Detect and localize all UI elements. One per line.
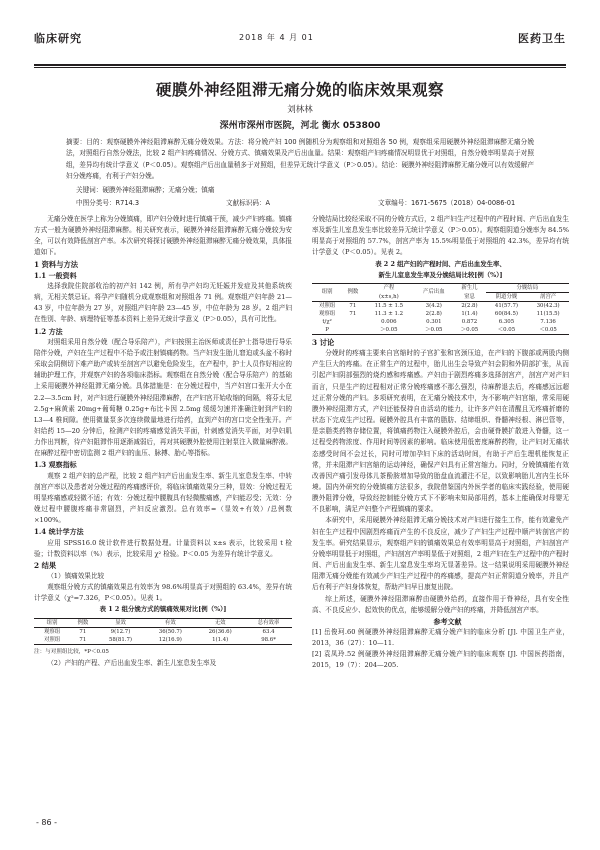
- table-cell: 41(57.7): [494, 302, 518, 309]
- table-cell: ＜0.05: [527, 326, 569, 335]
- intro-paragraph: 无痛分娩在医学上称为分娩镇痛，即产妇分娩时进行镇痛干预，减少产妇疼痛。镇痛方式一般为硬膜外神经阻滞麻醉。相关研究表示，硬膜外神经阻滞麻醉无痛分娩较为安全，可以有效降低剖宫产率。本次研究将探讨硬膜外神经阻滞麻醉无痛分娩效果，具体报道如下。: [34, 215, 292, 257]
- table-2-header-outcome: 分娩结局: [486, 283, 569, 292]
- section-heading-1-1: 1.1 一般资料: [34, 270, 77, 280]
- table-2-header-vaginal: 阴道分娩: [495, 293, 518, 300]
- table-1-note: 注：与对照组比较，*P＜0.05: [34, 648, 109, 655]
- table-cell: 71: [70, 636, 95, 645]
- table-2-header-n: 例数: [342, 283, 363, 301]
- table-cell: 观察组: [319, 310, 336, 317]
- table-2-header-labor: 产程: [363, 283, 414, 292]
- table-row: [312, 310, 569, 318]
- table-cell: 71: [349, 302, 357, 309]
- table-cell: [342, 318, 363, 326]
- table-2-caption-line2: 新生儿室息发生率及分娩结局比较[例（%）]: [378, 270, 503, 279]
- table-1-header: 例数: [70, 618, 95, 627]
- table-2: [312, 283, 569, 335]
- table-cell: 0.301: [426, 318, 442, 325]
- table-2-header-pph: 产后出血: [414, 283, 453, 301]
- section-heading-2: 2 结果: [34, 560, 57, 570]
- table-1-header: 显效: [96, 618, 146, 627]
- table-cell: 36(50.7): [158, 628, 182, 635]
- table-row: [34, 636, 292, 645]
- table-2-header-labor-unit: (x±s,h): [378, 293, 399, 300]
- table-2-caption-line1: 表 2 2 组产妇的产程时间、产后出血发生率、: [375, 259, 506, 268]
- references-heading: 参考文献: [433, 616, 462, 626]
- paragraph-outcomes-start: （2）产妇的产程、产后出血发生率、新生儿室息发生率及: [47, 658, 217, 667]
- table-cell: 11.5 ± 1.5: [374, 302, 404, 309]
- table-row: [312, 301, 569, 310]
- table-cell: 观察组: [43, 628, 61, 635]
- table-cell: 3(4.2): [425, 302, 442, 309]
- paragraph-analgesia: 观察组分娩方式的镇痛效果总有效率为 98.6%明显高于对照组的 63.4%，差异有统计学意义（χ²=7.326，P＜0.05）。见表 1。: [34, 583, 292, 603]
- table-cell: 对照组: [34, 636, 70, 645]
- table-2-header-group: 组别: [312, 283, 342, 301]
- paragraph-indicators: 观察 2 组产妇的总产程，比较 2 组产妇产后出血发生率、新生儿室息发生率、中转剖宫产率以及患者对分娩过程的疼痛感评价，将临床镇痛效果分三种，显效：分娩过程无明显疼痛感或轻微不适；有效：分娩过程中腰腹具有轻微酸痛感，产妇能忍受；无效：分娩过程中腰腹疼痛非常剧烈，产妇反应激烈。总有效率=（显效+有效）/总例数×100%。: [34, 471, 292, 525]
- section-heading-1-4: 1.4 统计学方法: [34, 527, 84, 537]
- table-cell: 26(36.6): [208, 628, 232, 635]
- table-2-header-asphyxia: 窒息: [464, 293, 475, 300]
- running-header: [34, 28, 566, 50]
- reference-item: [2] 袁凤玲.52 例硬膜外神经阻滞麻醉无痛分娩产妇的临床观察 [J]. 中国医药指南，2015，19（7）：204—205.: [312, 650, 569, 670]
- table-row: [312, 318, 569, 326]
- table-2-header-newborn: 新生儿: [453, 283, 485, 292]
- table-cell: 0.872: [461, 318, 478, 325]
- issue-date: 2018 年 4 月 01: [239, 33, 314, 42]
- paragraph-methods: 对照组采用自然分娩（配合导乐陪产），产妇按照主治医师或责任护士指导进行导乐陪伴分娩，产妇在生产过程中不给予或注射镇痛药物。当产妇发生胎儿窘迫或头盆不称时采取会阴侧切下难产助产或转至剖宫产以避免危险发生，在产程中，护士人员作好相应的辅助护理工作，并观察产妇的各项临床指标。观察组在自然分娩（配合导乐陪产）的基础上采用硬膜外神经阻滞无痛分娩。具体措施是：在分娩过程中，当产妇宫口张开大小在 2.2—3.5cm 时，对产妇进行硬膜外神经阻滞麻醉，在产妇宫开始收缩的间隔，将芬太尼 2.5g+麻黄素 20mg+葡萄糖 0.25g+布比卡因 2.5mg 缓缓匀速并准确注射到产妇的 L3—4 椎间隙。使用微量泵多次连续微量地进行给药，直到产妇的宫口完全性张开。产妇给药 15—20 分钟后，检测产妇的疼痛感觉消失平面，针刺感觉消失平面，对孕妇肌力作出判断，待产妇阻滞作用逐渐减弱后，再对其硬膜外腔使用注射泵注入微量麻醉液。在麻醉过程中密切监测 2 组产妇的血压、脉搏、胎心等指标。: [34, 337, 292, 458]
- journal-name: 医药卫生: [518, 32, 566, 45]
- table-cell: 60(84.5): [494, 310, 518, 317]
- table-cell: 7.136: [540, 318, 556, 325]
- table-row: [312, 326, 569, 335]
- article-abstract: 摘要：目的：观察硬膜外神经阻滞麻醉无痛分娩效果。方法：将分娩产妇 100 例随机分为观察组和对照组各 50 例，观察组采用硬膜外神经阻滞麻醉无痛分娩法，对照组行自然分娩法，比较 2 组产妇疼痛情况、分娩方式、镇痛效果及产后出血量。结果：观察组产妇疼痛情况明显优于对照组，自然分娩率明显高于对照组，差异均有统计学意义（P＜0.05）。观察组产后出血量稍多于对照组，但差异无统计学意义（P＞0.05）。结论：硬膜外神经阻滞麻醉无痛分娩可以有效缓解产妇分娩疼痛，有利于产妇分娩。: [66, 138, 534, 180]
- table-cell: P: [312, 326, 342, 335]
- section-label: 临床研究: [34, 32, 82, 45]
- table-cell: [342, 326, 363, 335]
- table-cell: 9(12.7): [110, 628, 131, 635]
- table-1: [34, 618, 292, 645]
- table-row: [34, 627, 292, 636]
- document-code: 文献标识码：A: [226, 199, 271, 207]
- table-cell: t/χ²: [322, 318, 332, 325]
- table-cell: 11.3 ± 1.2: [374, 310, 404, 317]
- article-keywords: 关键词：硬膜外神经阻滞麻醉；无痛分娩；镇痛: [76, 186, 215, 194]
- table-2-header-cesarean: 剖宫产: [540, 293, 557, 300]
- header-rule-thin: [34, 67, 566, 68]
- section-heading-3: 3 讨论: [312, 337, 335, 347]
- subheading-analgesia: （1）镇痛效果比较: [47, 572, 105, 580]
- table-cell: 1(1.4): [461, 310, 478, 317]
- article-author: 刘林林: [287, 105, 313, 115]
- paragraph-discussion-1: 分娩时的疼痛主要来自宫缩时的子宫扩张和宫颈压迫，在产妇的下腹部或两股内侧产生巨大的疼痛。在正常生产的过程中，胎儿出生会导致产妇会阴和外阴部扩张，从而引起产妇阴部强烈的烧灼感和疼痛感。产妇由于剧烈疼痛多选择剖宫产，剖宫产对产妇而言，只是生产的过程相对正常分娩疼痛感不那么强烈，待麻醉退去后，疼痛感远远超过正常分娩的产妇。多项研究表明，在无痛分娩技术中，为不影响产妇宫缩，常采用硬膜外神经阻滞方式，产妇还能保持自由活动的能力，让许多产妇在清醒且无疼痛折磨的状态下完成生产过程。硬膜外腔具有丰富的脂肪、结缔组织、脊髓神经根、淋巴管等，是亲脂类药物存储位置，将镇痛药物注入硬膜外腔后，会由硬脊膜扩散进入脊髓，这一过程受药物浓度、作用时间等因素的影响。临床使用低密度麻醉药物，让产妇对无痛状态感受时间不会过长，同时可增加孕妇下床的活动时间，有助于产后生理机能恢复正常，并未阻滞产妇宫缩的运动神经，确保产妇具有正常宫缩力。同时，分娩镇痛能有效改善因产痛引发母体儿茶酚胺增加导致的胎盘血流灌注不足，以致影响胎儿宫内生长环境。国内外研究的分娩镇痛方法很多，我院借鉴国内外医学者的临床实践经验，使用硬膜外阻滞分娩，导致经控制能分娩方式下不影响未知局部用药，基本上能确保对母婴无不良影响，满足产妇整个产程镇痛的要求。: [312, 349, 569, 514]
- table-1-header: 有效: [145, 618, 195, 627]
- table-cell: 12(16.9): [145, 636, 195, 645]
- section-heading-1-2: 1.2 方法: [34, 326, 63, 336]
- table-cell: 58(81.7): [96, 636, 146, 645]
- table-cell: ＜0.05: [486, 326, 528, 335]
- table-cell: 对照组: [319, 302, 336, 309]
- article-number: 文章编号：1671-5675（2018）04-0086-01: [378, 199, 516, 207]
- table-cell: 71: [349, 310, 357, 317]
- article-title: 硬膜外神经阻滞无痛分娩的临床效果观察: [155, 80, 444, 99]
- table-cell: 6.305: [498, 318, 515, 325]
- table-1-caption: 表 1 2 组分娩方式的镇痛效果对比[例（%）]: [99, 605, 227, 614]
- right-column: [312, 214, 569, 672]
- table-cell: 2(2.8): [425, 310, 442, 317]
- header-rule: [34, 64, 566, 66]
- table-cell: 0.006: [381, 318, 397, 325]
- paragraph-conclusion: 综上所述，硬膜外神经阻滞麻醉由硬膜外给药，直接作用于脊神经，具有安全性高、不良反应少、起效快的优点，能够缓解分娩产妇的疼痛，并降低剖宫产率。: [312, 594, 569, 614]
- table-1-header: 总有效率: [245, 618, 292, 627]
- table-cell: ＞0.05: [363, 326, 414, 335]
- table-cell: 1(1.4): [195, 636, 245, 645]
- table-cell: 63.4: [262, 628, 275, 635]
- page-number: - 86 -: [36, 818, 58, 827]
- section-heading-1-3: 1.3 观察指标: [34, 460, 77, 470]
- section-heading-1: 1 资料与方法: [34, 259, 79, 269]
- article-affiliation: 深州市深州市医院，河北 衡水 053800: [219, 121, 381, 131]
- reference-item: [1] 岳俊珂.60 例硬膜外神经阻滞麻醉无痛分娩产妇的临床分析 [J]. 中国卫生产业，2013，36（27）：10—11.: [312, 628, 569, 648]
- paragraph-outcomes-cont: 分娩结局比较经采取不同的分娩方式后，2 组产妇生产过程中的产程时间、产后出血发生率及新生儿室息发生率比较差异无统计学意义（P＞0.05）。观察组阴道分娩率为 84.5%明显高于对照组的 57.7%，剖宫产率为 15.5%明显低于对照组的 42.3%，差异均有统计学意义（P＜0.05）。见表 2。: [312, 215, 569, 257]
- table-1-header: 无效: [195, 618, 245, 627]
- table-cell: ＞0.05: [453, 326, 485, 335]
- paragraph-statistics: 应用 SPSS16.0 统计软件进行数据处理。计量资料以 x±s 表示，比较采用 t 检验；计数资料以率（%）表示，比较采用 χ² 检验。P＜0.05 为差异有统计学意义。: [34, 538, 292, 558]
- clc-number: 中图分类号：R714.3: [76, 199, 140, 207]
- paragraph-general-data: 选择我院住院部收治的初产妇 142 例，所有孕产妇均无妊娠并发症及其他系统疾病，无相关禁忌证。将孕产妇随机分成观察组和对照组各 71 例。观察组产妇年龄 21—43 岁，中位年龄为 27 岁，对照组产妇年龄 23—45 岁，中位年龄为 28 岁。2 组产妇在性别、年龄、病理特征等基本资料上差异无统计学意义（P＞0.05），具有可比性。: [34, 281, 292, 324]
- table-cell: 2(2.8): [461, 302, 478, 309]
- table-cell: 30(42.3): [536, 302, 560, 309]
- table-cell: ＞0.05: [414, 326, 453, 335]
- table-1-header: 组别: [34, 618, 70, 627]
- paragraph-discussion-2: 本研究中，采用硬膜外神经阻滞无痛分娩技术对产妇进行接生工作，能有效避免产妇在生产过程中因剧烈疼痛而产生的不良反应，减少了产妇生产过程中顺产转剖宫产的发生率。研究结果显示，观察组产妇的镇痛效果总有效率明显高于对照组，产妇剖宫产分娩率明显低于对照组，产妇剖宫产率明显低于对照组，2 组产妇在生产过程中的产程时间、产后出血发生率、新生儿窒息发生率均无显著差异。这一结果说明采用硬膜外神经阻滞无痛分娩能有效减少产妇生产过程中的疼痛感，提高产妇正常阴道分娩率，并且产后有利于产妇身体恢复，帮助产妇早日康复出院。: [312, 516, 569, 592]
- table-cell: 98.6*: [245, 636, 292, 645]
- table-cell: 71: [79, 628, 87, 635]
- left-column: [34, 214, 292, 669]
- table-cell: 11(15.5): [536, 310, 560, 317]
